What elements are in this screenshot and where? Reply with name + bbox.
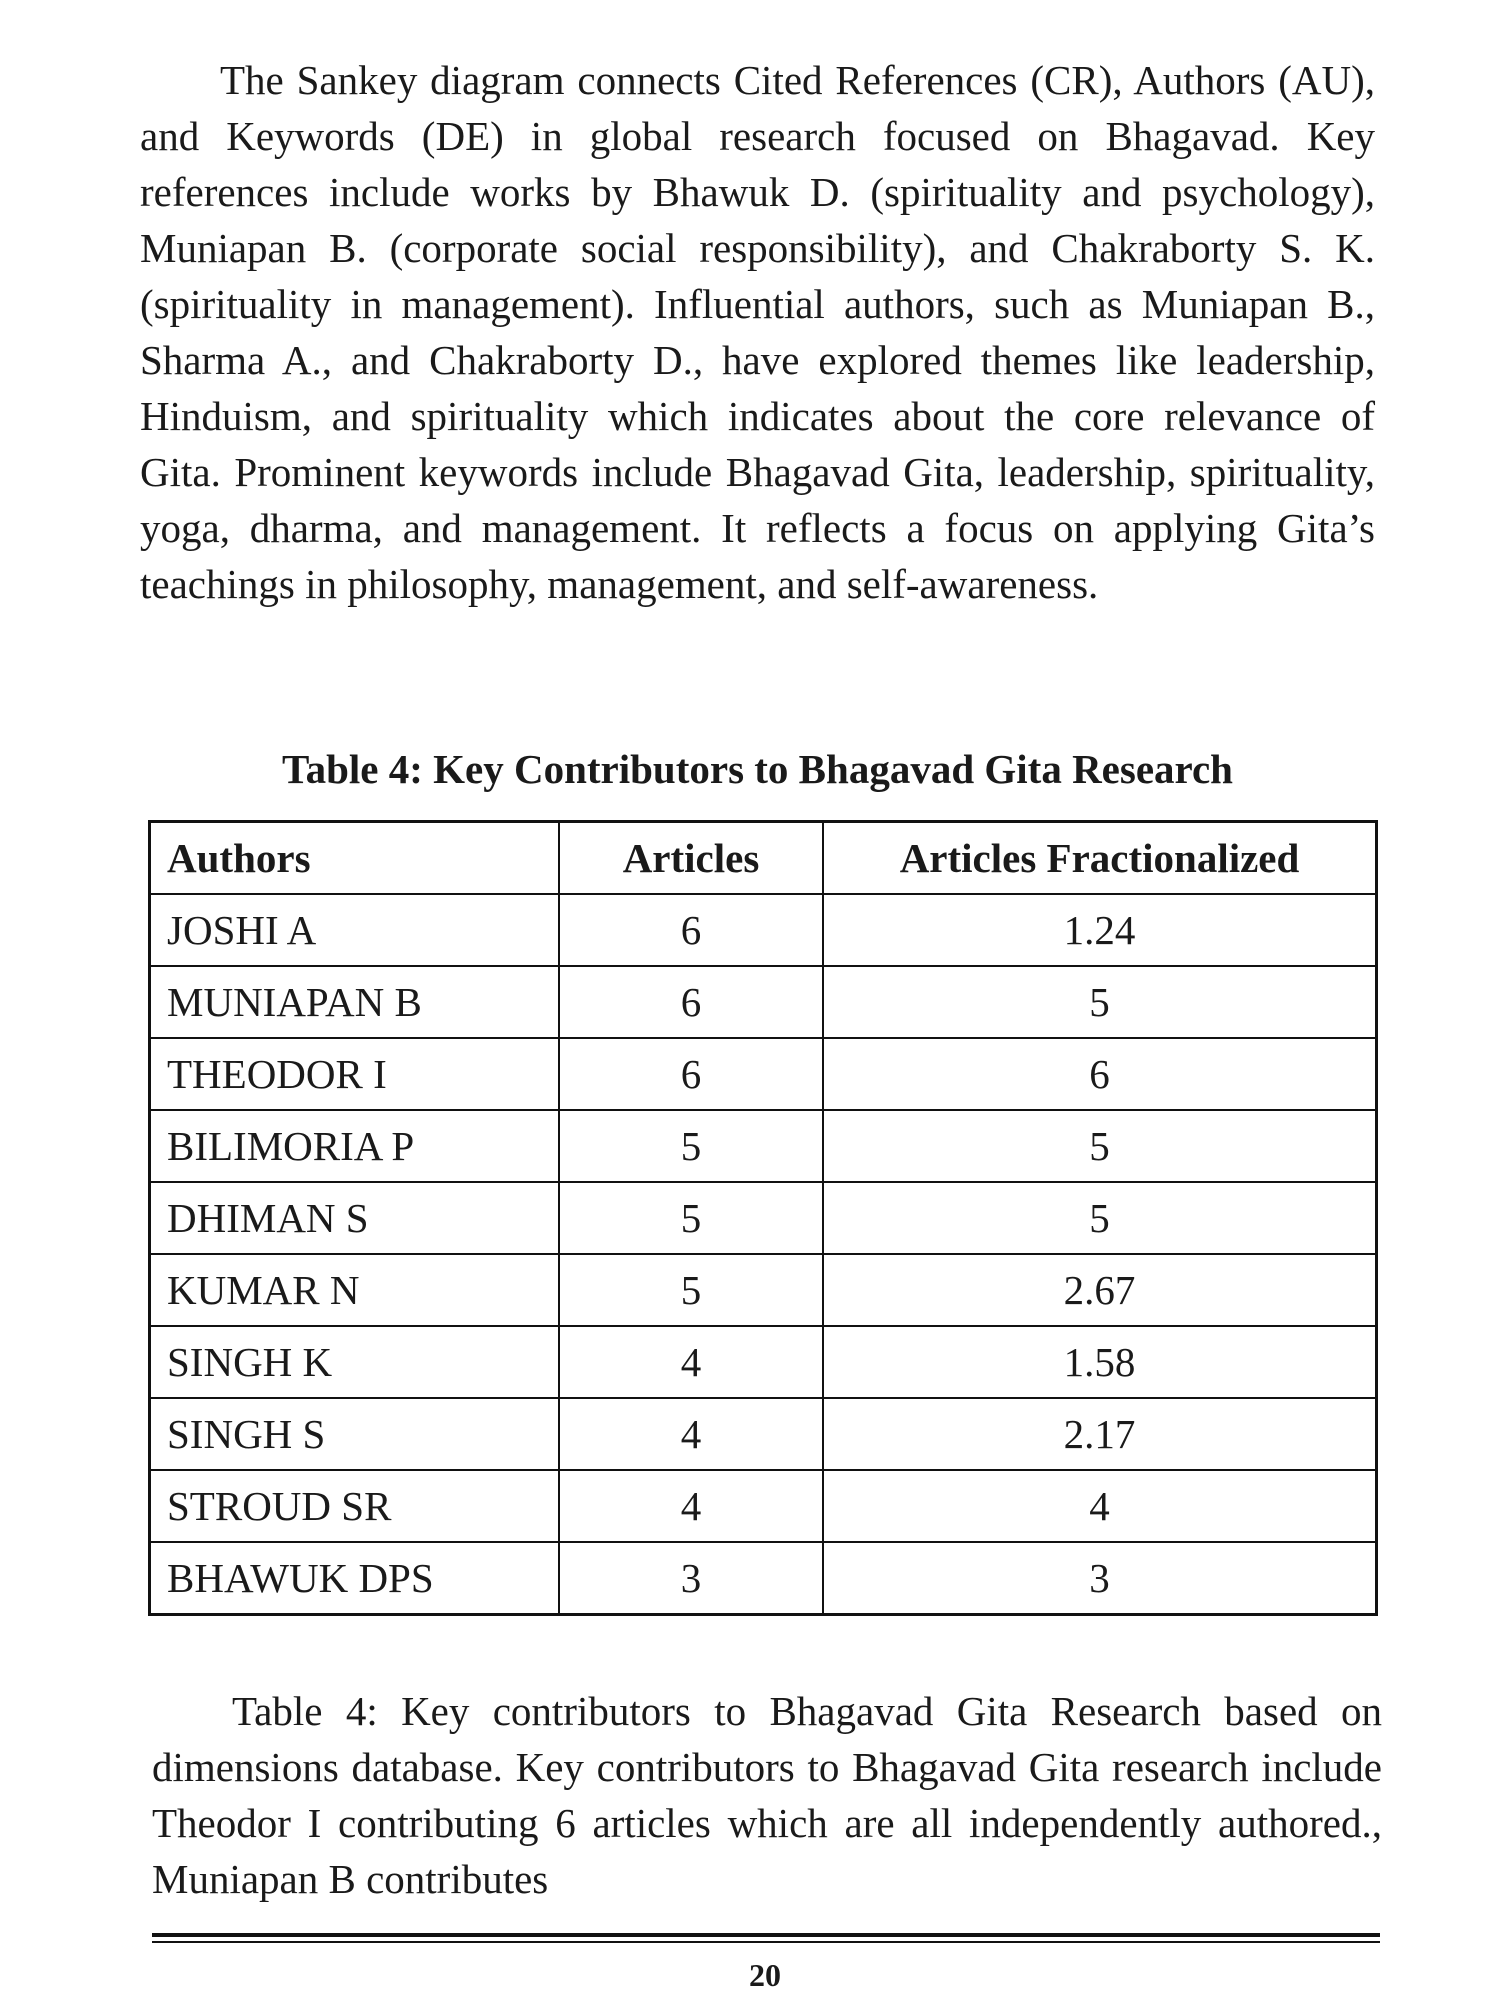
- articles-cell: 4: [559, 1398, 823, 1470]
- intro-paragraph: The Sankey diagram connects Cited References (CR), Authors (AU), and Keywords (DE) in global research focused on Bhagavad. Key references include works by Bhawuk D. (spirituality and psychology), Muniapan B. (corporate social responsibility), and Chakraborty S. K. (spirituality in management). Influential authors, such as Muniapan B., Sharma A., and Chakraborty D., have explored themes like leadership, Hinduism, and spirituality which indicates about the core relevance of Gita. Prominent keywords include Bhagavad Gita, leadership, spirituality, yoga, dharma, and management. It reflects a focus on applying Gita’s teachings in philosophy, management, and self-awareness.: [140, 57, 1375, 607]
- table-row: [150, 894, 1377, 966]
- articles-cell: 3: [559, 1542, 823, 1615]
- articles-cell: 6: [559, 1038, 823, 1110]
- table-row: [150, 1398, 1377, 1470]
- header-articles-fractionalized: Articles Fractionalized: [823, 822, 1377, 895]
- author-cell: JOSHI A: [150, 894, 560, 966]
- fractionalized-cell: 2.67: [823, 1254, 1377, 1326]
- articles-cell: 4: [559, 1470, 823, 1542]
- header-articles: Articles: [559, 822, 823, 895]
- author-cell: BHAWUK DPS: [150, 1542, 560, 1615]
- fractionalized-cell: 1.24: [823, 894, 1377, 966]
- articles-cell: 6: [559, 894, 823, 966]
- articles-cell: 6: [559, 966, 823, 1038]
- contributors-table: [148, 820, 1378, 1616]
- fractionalized-cell: 5: [823, 1182, 1377, 1254]
- table-row: [150, 1470, 1377, 1542]
- table-row: [150, 1038, 1377, 1110]
- table-description-paragraph: Table 4: Key contributors to Bhagavad Gita Research based on dimensions database. Key contributors to Bhagavad Gita research include Theodor I contributing 6 articles which are all independently authored., Muniapan B contributes: [152, 1688, 1382, 1902]
- articles-cell: 5: [559, 1254, 823, 1326]
- author-cell: KUMAR N: [150, 1254, 560, 1326]
- author-cell: BILIMORIA P: [150, 1110, 560, 1182]
- header-authors: Authors: [150, 822, 560, 895]
- fractionalized-cell: 3: [823, 1542, 1377, 1615]
- table-header-row: [150, 822, 1377, 895]
- author-cell: MUNIAPAN B: [150, 966, 560, 1038]
- table-row: [150, 966, 1377, 1038]
- fractionalized-cell: 2.17: [823, 1398, 1377, 1470]
- author-cell: SINGH K: [150, 1326, 560, 1398]
- fractionalized-cell: 4: [823, 1470, 1377, 1542]
- fractionalized-cell: 5: [823, 1110, 1377, 1182]
- articles-cell: 4: [559, 1326, 823, 1398]
- footer-rule-thin: [152, 1941, 1380, 1943]
- table-row: [150, 1542, 1377, 1615]
- fractionalized-cell: 1.58: [823, 1326, 1377, 1398]
- footer-rule-thick: [152, 1933, 1380, 1937]
- author-cell: THEODOR I: [150, 1038, 560, 1110]
- table-row: [150, 1326, 1377, 1398]
- articles-cell: 5: [559, 1110, 823, 1182]
- table-title: Table 4: Key Contributors to Bhagavad Gita Research: [282, 746, 1233, 792]
- table-row: [150, 1110, 1377, 1182]
- fractionalized-cell: 5: [823, 966, 1377, 1038]
- author-cell: DHIMAN S: [150, 1182, 560, 1254]
- page-number: 20: [749, 1957, 781, 1993]
- table-row: [150, 1182, 1377, 1254]
- author-cell: SINGH S: [150, 1398, 560, 1470]
- articles-cell: 5: [559, 1182, 823, 1254]
- table-row: [150, 1254, 1377, 1326]
- author-cell: STROUD SR: [150, 1470, 560, 1542]
- fractionalized-cell: 6: [823, 1038, 1377, 1110]
